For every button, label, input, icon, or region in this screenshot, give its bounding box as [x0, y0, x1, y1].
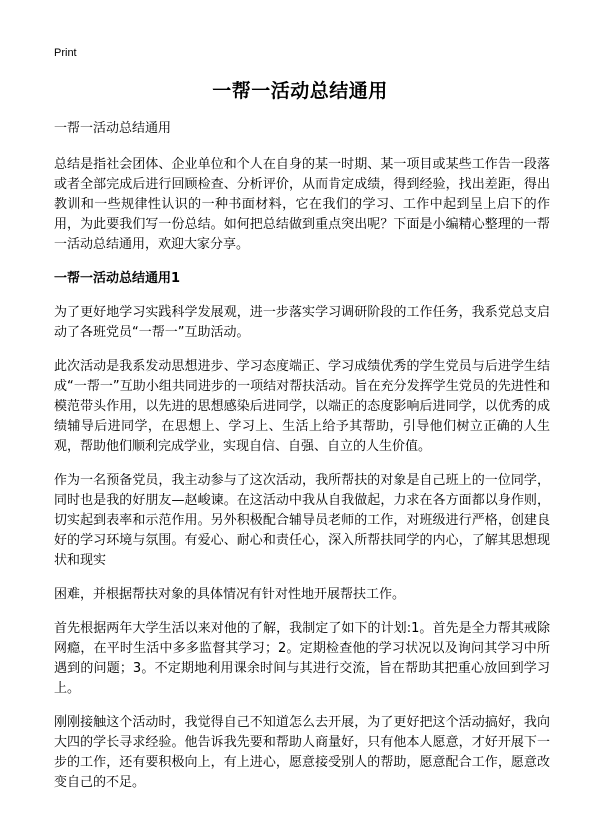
section-heading: 一帮一活动总结通用1: [54, 271, 181, 286]
body-paragraph: 为了更好地学习实践科学发展观，进一步落实学习调研阶段的工作任务，我系党总支启动了各班党员“一帮一”互助活动。: [54, 305, 550, 340]
article-body: [54, 119, 550, 807]
article-subtitle: 一帮一活动总结通用: [54, 121, 172, 136]
body-paragraph: 此次活动是我系发动思想进步、学习态度端正、学习成绩优秀的学生党员与后进学生结成“一帮一”互助小组共同进步的一项结对帮扶活动。旨在充分发挥学生党员的先进性和模范带头作用，以先进的思想感染后进同学，以端正的态度影响后进同学，以优秀的成绩辅导后进同学，在思想上、学习上、生活上给予其帮助，引导他们树立正确的人生观，帮助他们顺利完成学业，实现自信、自强、自立的人生价值。: [54, 359, 550, 454]
body-paragraph: 作为一名预备党员，我主动参与了这次活动，我所帮扶的对象是自己班上的一位同学，同时也是我的好朋友—赵峻谏。在这活动中我从自我做起，力求在各方面都以身作则，切实起到表率和示范作用。另外积极配合辅导员老师的工作，对班级进行严格，创建良好的学习环境与氛围。有爱心、耐心和责任心，深入所帮扶同学的内心，了解其思想现状和现实: [54, 473, 550, 568]
print-link[interactable]: Print: [54, 47, 77, 59]
body-paragraph: 刚刚接触这个活动时，我觉得自己不知道怎么去开展，为了更好把这个活动搞好，我向大四的学长寻求经验。他告诉我先要和帮助人商量好，只有他本人愿意，才好开展下一步的工作，还有要积极向上，有上进心，愿意接受别人的帮助，愿意配合工作，愿意改变自己的不足。: [54, 715, 550, 790]
intro-paragraph: 总结是指社会团体、企业单位和个人在自身的某一时期、某一项目或某些工作告一段落或者全部完成后进行回顾检查、分析评价，从而肯定成绩，得到经验，找出差距，得出教训和一些规律性认识的一种书面材料，它在我们的学习、工作中起到呈上启下的作用，为此要我们写一份总结。如何把总结做到重点突出呢？下面是小编精心整理的一帮一活动总结通用，欢迎大家分享。: [54, 157, 550, 252]
body-paragraph: 首先根据两年大学生活以来对他的了解，我制定了如下的计划:1。首先是全力帮其戒除网瘾，在平时生活中多多监督其学习；2。定期检查他的学习状况以及询问其学习中所遇到的问题；3。不定期地利用课余时间与其进行交流，旨在帮助其把重心放回到学习上。: [54, 621, 550, 696]
body-paragraph: 困难，并根据帮扶对象的具体情况有针对性地开展帮扶工作。: [54, 587, 406, 602]
page-title: 一帮一活动总结通用: [212, 80, 388, 102]
